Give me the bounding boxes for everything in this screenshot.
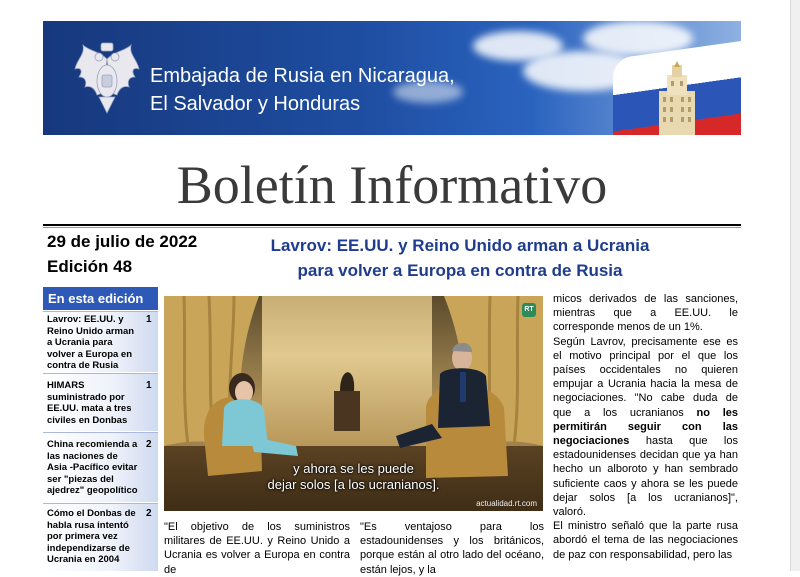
video-subtitle-line2: dejar solos [a los ucranianos].: [267, 477, 440, 492]
ministry-building-image: [651, 61, 703, 135]
toc-item-page: 1: [146, 314, 152, 325]
headline-line1: Lavrov: EE.UU. y Reino Unido arman a Ucrania: [270, 236, 650, 255]
paragraph: "El objetivo de los suministros militares de EE.UU. y Reino Unido a Ucrania es volver a Europa en contra de: [164, 521, 350, 576]
issue-edition: Edición 48: [47, 257, 133, 276]
article-column-left: [164, 520, 350, 577]
article-column-middle: [360, 520, 544, 577]
interview-photo: [164, 296, 543, 511]
embassy-name: [150, 62, 455, 118]
toc-item[interactable]: [43, 373, 158, 431]
masthead-rule-thin: [43, 227, 741, 228]
toc-item-title: China recomienda a las naciones de Asia -Pacífico evitar ser "piezas del ajedrez" geopolítico: [47, 439, 138, 496]
toc-item-title: Lavrov: EE.UU. y Reino Unido arman a Ucrania para volver a Europa en contra de Rusia: [47, 314, 135, 371]
toc-item-page: 1: [146, 380, 152, 391]
toc-item[interactable]: [43, 503, 158, 571]
headline-line2: para volver a Europa en contra de Rusia: [297, 261, 623, 280]
article-column-right: [553, 292, 738, 562]
newsletter-title: Boletín Informativo: [176, 155, 608, 215]
toc-item-title: Cómo el Donbas de habla rusa intentó por primera vez independizarse de Ucrania en 2004: [47, 508, 136, 565]
masthead-rule: [43, 224, 741, 226]
toc-title: En esta edición: [43, 287, 158, 310]
toc-item[interactable]: [43, 311, 158, 372]
video-subtitle-line1: y ahora se les puede: [293, 461, 414, 476]
toc-item-page: 2: [146, 508, 152, 519]
toc-item-title: HIMARS suministrado por EE.UU. mata a tres civiles en Donbas: [47, 380, 132, 426]
photo-credit: actualidad.rt.com: [476, 499, 537, 508]
paragraph: micos derivados de las sanciones, mientras que a EE.UU. le corresponde menos de un 1%.: [553, 293, 738, 334]
table-of-contents: [43, 287, 158, 571]
paragraph: El ministro señaló que la parte rusa abordó el tema de las negociaciones de paz con responsabilidad, pero las: [553, 520, 738, 561]
paragraph: Según Lavrov, precisamente ese es el motivo principal por el que los países occidentales no quieren empujar a Ucrania hacia la mesa de negociaciones. "No cabe duda de que a los ucranianos no les permitirán seguir con las negociaciones hasta que los estadounidenses decidan que ya han hecho un alboroto y han sembrado suficiente caos y ahora se les puede dejar solos [a los ucranianos]", valoró.: [553, 335, 738, 519]
rt-logo-icon: RT: [522, 303, 536, 317]
toc-item[interactable]: [43, 432, 158, 502]
emphasis-text: no les permitirán seguir con las negociaciones: [553, 406, 738, 448]
article-headline: [220, 233, 700, 283]
page-edge: [790, 0, 800, 571]
embassy-name-line1: Embajada de Rusia en Nicaragua,: [150, 65, 455, 87]
embassy-name-line2: El Salvador y Honduras: [150, 93, 361, 115]
video-subtitle: [164, 461, 543, 493]
issue-date: 29 de julio de 2022: [47, 232, 198, 251]
toc-item-page: 2: [146, 439, 152, 450]
double-headed-eagle-emblem: [73, 41, 141, 119]
paragraph: "Es ventajoso para los estadounidenses y los británicos, porque están al otro lado del océano, están lejos, y la: [360, 521, 544, 576]
